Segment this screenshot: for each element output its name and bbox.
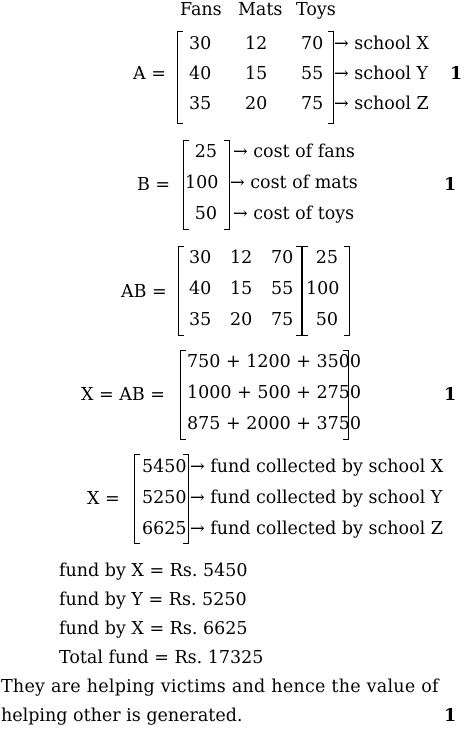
mark-conclusion: 1 bbox=[444, 706, 457, 726]
right-bracket bbox=[344, 246, 350, 336]
conclusion-line-1: They are helping victims and hence the value of bbox=[1, 677, 439, 697]
matrix-a-cell: 20 bbox=[245, 94, 268, 114]
matrix-ab-cell: 75 bbox=[271, 310, 294, 330]
annotation-cost-mats: → cost of mats bbox=[230, 173, 358, 193]
fund-line: fund by X = Rs. 6625 bbox=[59, 619, 248, 639]
matrix-a-cell: 40 bbox=[189, 64, 212, 84]
left-bracket bbox=[134, 454, 140, 544]
annotation-fund-x: → fund collected by school X bbox=[190, 457, 444, 477]
annotation-cost-fans: → cost of fans bbox=[233, 142, 355, 162]
left-bracket bbox=[180, 350, 186, 440]
matrix-a-cell: 15 bbox=[245, 64, 268, 84]
matrix-ab-cell: 30 bbox=[189, 248, 212, 268]
annotation-fund-z: → fund collected by school Z bbox=[190, 519, 443, 539]
matrix-a-cell: 70 bbox=[301, 34, 324, 54]
header-toys: Toys bbox=[296, 0, 336, 20]
matrix-ab-cell: 12 bbox=[230, 248, 253, 268]
matrix-x-cell: 5250 bbox=[142, 488, 187, 508]
annotation-fund-y: → fund collected by school Y bbox=[190, 488, 443, 508]
mark-matrix-a: 1 bbox=[450, 64, 463, 84]
matrix-ab-col-cell: 50 bbox=[315, 310, 338, 330]
matrix-ab-right bbox=[302, 246, 350, 336]
mark-matrix-x-sum: 1 bbox=[444, 385, 457, 405]
matrix-x-label: X = bbox=[87, 489, 120, 509]
conclusion-line-2: helping other is generated. bbox=[1, 706, 243, 726]
matrix-a-cell: 12 bbox=[245, 34, 268, 54]
left-bracket bbox=[177, 31, 183, 124]
matrix-x-sum bbox=[180, 350, 362, 440]
matrix-ab-col-cell: 25 bbox=[315, 248, 338, 268]
annotation-cost-toys: → cost of toys bbox=[233, 204, 355, 224]
matrix-ab-label: AB = bbox=[121, 282, 167, 302]
matrix-x bbox=[134, 454, 189, 544]
annotation-school-x: → school X bbox=[334, 34, 429, 54]
matrix-b-cell: 100 bbox=[185, 173, 219, 193]
matrix-ab-cell: 55 bbox=[271, 279, 294, 299]
matrix-x-sum-row: 750 + 1200 + 3500 bbox=[187, 352, 362, 372]
header-mats: Mats bbox=[238, 0, 283, 20]
mark-matrix-b: 1 bbox=[444, 175, 457, 195]
matrix-x-sum-row: 875 + 2000 + 3750 bbox=[187, 414, 362, 434]
header-fans: Fans bbox=[180, 0, 222, 20]
matrix-a bbox=[177, 31, 334, 124]
matrix-a-cell: 55 bbox=[301, 64, 324, 84]
matrix-a-label: A = bbox=[133, 64, 166, 84]
matrix-x-cell: 5450 bbox=[142, 457, 187, 477]
matrix-ab-cell: 35 bbox=[189, 310, 212, 330]
matrix-a-cell: 30 bbox=[189, 34, 212, 54]
matrix-ab-left bbox=[178, 246, 302, 336]
matrix-ab-col-cell: 100 bbox=[306, 279, 340, 299]
matrix-ab-cell: 40 bbox=[189, 279, 212, 299]
fund-line: fund by Y = Rs. 5250 bbox=[59, 590, 247, 610]
total-fund-line: Total fund = Rs. 17325 bbox=[59, 648, 264, 668]
annotation-school-z: → school Z bbox=[334, 94, 429, 114]
fund-line: fund by X = Rs. 5450 bbox=[59, 561, 248, 581]
matrix-b bbox=[183, 140, 230, 230]
matrix-a-cell: 75 bbox=[301, 94, 324, 114]
matrix-x-sum-label: X = AB = bbox=[81, 385, 165, 405]
matrix-x-sum-row: 1000 + 500 + 2750 bbox=[187, 383, 362, 403]
matrix-ab-cell: 70 bbox=[271, 248, 294, 268]
annotation-school-y: → school Y bbox=[334, 64, 429, 84]
matrix-ab-cell: 20 bbox=[230, 310, 253, 330]
matrix-b-cell: 50 bbox=[194, 204, 217, 224]
matrix-ab-cell: 15 bbox=[230, 279, 253, 299]
matrix-x-cell: 6625 bbox=[142, 519, 187, 539]
left-bracket bbox=[178, 246, 184, 336]
matrix-a-cell: 35 bbox=[189, 94, 212, 114]
matrix-b-label: B = bbox=[137, 175, 171, 195]
matrix-b-cell: 25 bbox=[194, 142, 217, 162]
